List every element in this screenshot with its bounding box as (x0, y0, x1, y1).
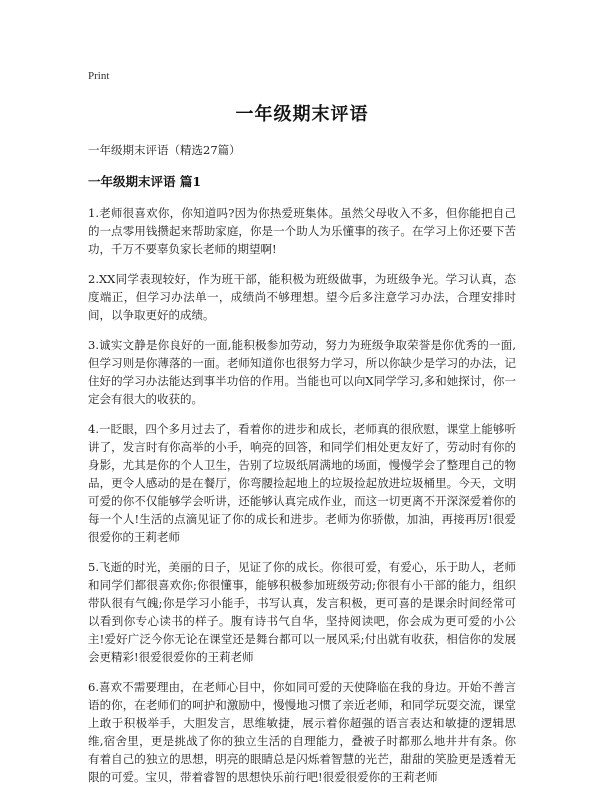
comment-paragraph-5: 5.飞逝的时光，美丽的日子，见证了你的成长。你很可爱，有爱心，乐于助人，老师和同学们都很喜欢你;你很懂事，能够积极参加班级劳动;你很有小干部的能力，组织带队很有气魄;你是学习小能手，书写认真，发言积极，更可喜的是课余时间经常可以看到你专心读书的样子。腹有诗书气自华，坚持阅读吧，你会成为更可爱的小公主!爱好广泛今你无论在课堂还是舞台都可以一展风采;付出就有收获，相信你的发展会更精彩!很爱很爱你的王莉老师 (88, 560, 516, 664)
comment-paragraph-1: 1.老师很喜欢你，你知道吗?因为你热爱班集体。虽然父母收入不多，但你能把自己的一点零用钱攒起来帮助家庭，你是一个助人为乐懂事的孩子。在学习上你还要下苦功，千万不要辜负家长老师的期望啊! (88, 206, 516, 256)
comment-paragraph-4: 4.一眨眼，四个多月过去了，看着你的进步和成长，老师真的很欣慰，课堂上能够听讲了，发言时有你高举的小手，响亮的回答，和同学们相处更友好了，劳动时有你的身影，尤其是你的个人卫生，告别了垃圾纸屑满地的场面，慢慢学会了整理自己的物品，更令人感动的是在餐厅，你弯腰捡起地上的垃圾捡起放进垃圾桶里。今天，文明可爱的你不仅能够学会听讲，还能够认真完成作业，而这一切更离不开深深爱着你的每一个人!生活的点滴见证了你的成长和进步。老师为你骄傲，加油，再接再厉!很爱很爱你的王莉老师 (88, 422, 516, 544)
section-heading: 一年级期末评语 篇1 (88, 174, 202, 189)
page-title: 一年级期末评语 (235, 104, 369, 125)
print-link[interactable]: Print (88, 70, 110, 82)
comment-paragraph-6: 6.喜欢不需要理由，在老师心目中，你如同可爱的天使降临在我的身边。开始不善言语的你，在老师们的呵护和激励中，慢慢地习惯了亲近老师，和同学玩耍交流，课堂上敢于积极举手，大胆发言，思维敏捷，展示着你超强的语言表达和敏捷的逻辑思维,宿舍里，更是挑战了你的独立生活的自理能力，叠被子时都那么地井井有条。你有着自己的独立的思想，明亮的眼睛总是闪烁着智慧的光芒，甜甜的笑脸更是透着无限的可爱。宝贝，带着睿智的思想快乐前行吧!很爱很爱你的王莉老师 (88, 680, 516, 784)
comment-paragraph-2: 2.XX同学表现较好，作为班干部，能积极为班级做事，为班级争光。学习认真，态度端正，但学习办法单一，成绩尚不够理想。望今后多注意学习办法，合理安排时间，以争取更好的成绩。 (88, 272, 516, 322)
comment-paragraph-3: 3.诚实文静是你良好的一面,能积极参加劳动，努力为班级争取荣誉是你优秀的一面,但学习则是你薄落的一面。老师知道你也很努力学习，所以你缺少是学习的办法，记住好的学习办法能达到事半功倍的作用。当能也可以向X同学学习,多和她探讨，你一定会有很大的收获的。 (88, 338, 516, 406)
document-subtitle: 一年级期末评语（精选27篇） (88, 143, 241, 157)
